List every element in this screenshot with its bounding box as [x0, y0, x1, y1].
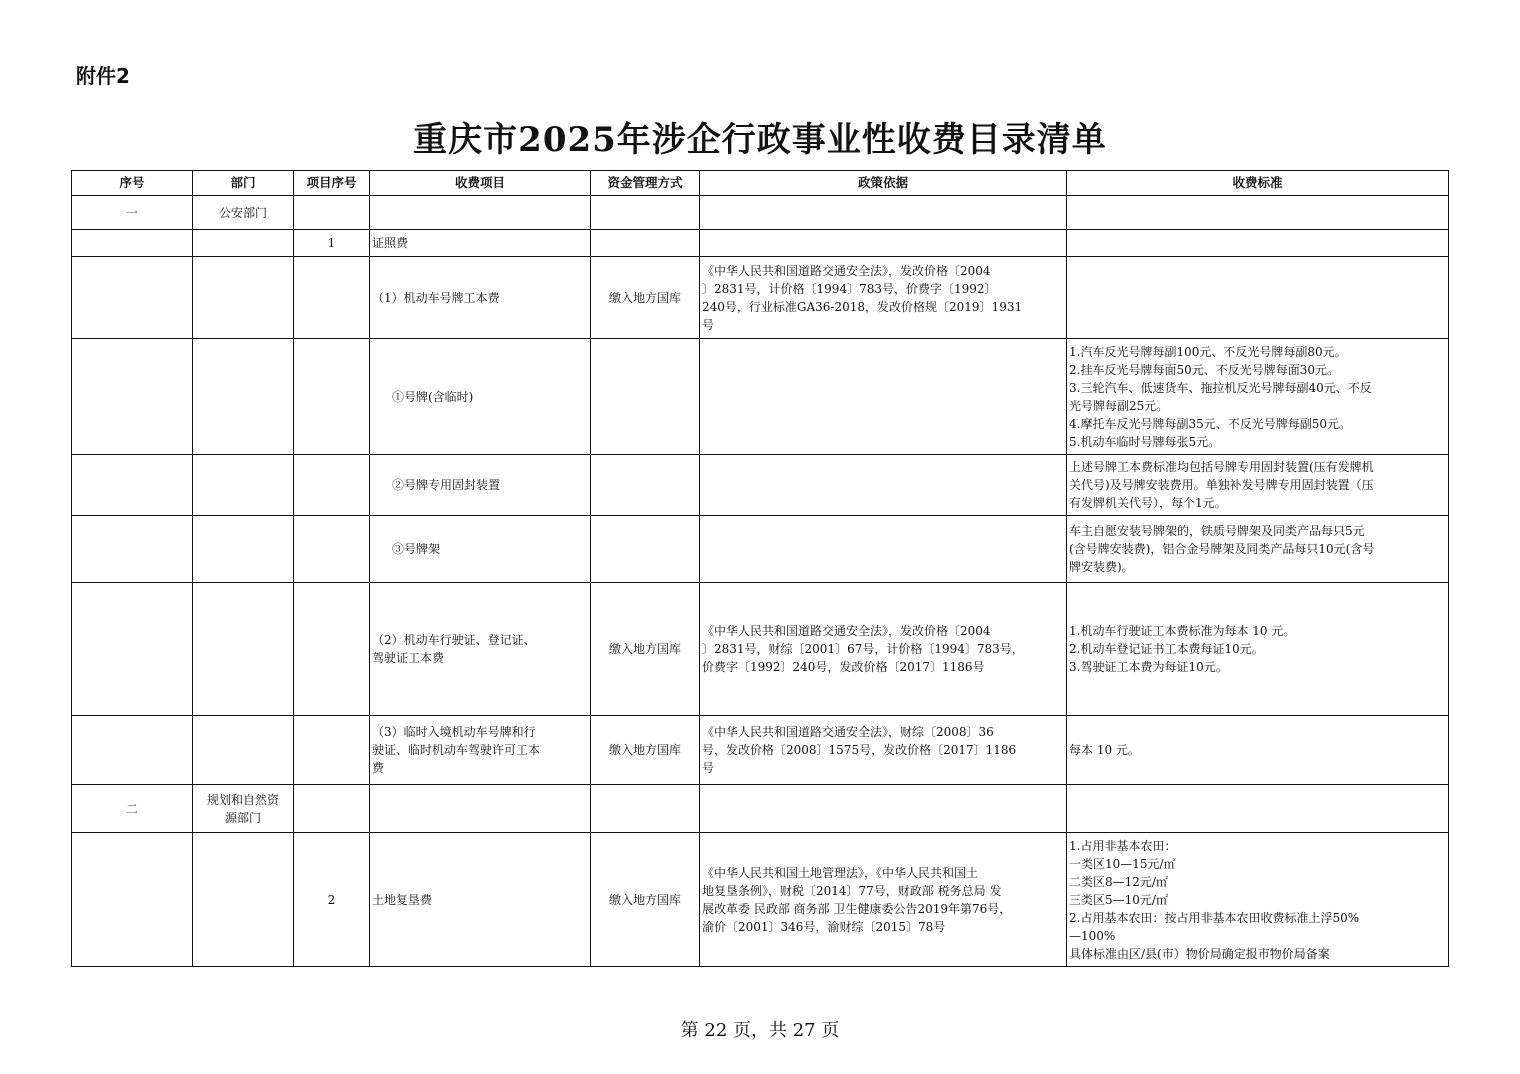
cell-basis [700, 455, 1067, 516]
cell-dept [193, 716, 294, 785]
table-row [72, 716, 1449, 785]
cell-standard: 上述号牌工本费标准均包括号牌专用固封装置(压有发牌机 关代号)及号牌安装费用。单独补发号牌专用固封装置（压 有发牌机关代号），每个1元。 [1067, 455, 1449, 516]
cell-seq [72, 455, 193, 516]
cell-dept [193, 833, 294, 967]
cell-seq [72, 516, 193, 583]
fee-table [71, 170, 1449, 967]
cell-item-no [294, 339, 370, 455]
cell-dept: 公安部门 [193, 196, 294, 230]
cell-standard: 1.机动车行驶证工本费标准为每本 10 元。 2.机动车登记证书工本费每证10元。 3.驾驶证工本费为每证10元。 [1067, 583, 1449, 716]
cell-item-no [294, 583, 370, 716]
cell-seq [72, 339, 193, 455]
cell-basis [700, 230, 1067, 257]
table-row [72, 339, 1449, 455]
cell-fund [591, 785, 700, 833]
cell-basis [700, 339, 1067, 455]
cell-seq [72, 833, 193, 967]
cell-fund [591, 230, 700, 257]
cell-dept [193, 339, 294, 455]
cell-seq: 一 [72, 196, 193, 230]
header-item-no: 项目序号 [294, 171, 370, 196]
cell-basis: 《中华人民共和国道路交通安全法》，发改价格〔2004 〕2831号，财综〔2001〕67号，计价格〔1994〕783号， 价费字〔1992〕240号，发改价格〔2017〕1186号 [700, 583, 1067, 716]
table-row [72, 196, 1449, 230]
header-item: 收费项目 [370, 171, 591, 196]
cell-item: （2）机动车行驶证、登记证、 驾驶证工本费 [370, 583, 591, 716]
cell-fund: 缴入地方国库 [591, 716, 700, 785]
cell-seq [72, 716, 193, 785]
table-row [72, 785, 1449, 833]
cell-item-no [294, 716, 370, 785]
cell-item: （3）临时入境机动车号牌和行 驶证、临时机动车驾驶许可工本 费 [370, 716, 591, 785]
cell-item-no [294, 516, 370, 583]
cell-fund [591, 516, 700, 583]
table-row [72, 516, 1449, 583]
cell-item [370, 785, 591, 833]
page-number: 第 22 页，共 27 页 [680, 1020, 840, 1041]
cell-standard: 车主自愿安装号牌架的，铁质号牌架及同类产品每只5元 (含号牌安装费)，铝合金号牌架及同类产品每只10元(含号 牌安装费)。 [1067, 516, 1449, 583]
table-row [72, 455, 1449, 516]
cell-dept [193, 230, 294, 257]
cell-seq [72, 583, 193, 716]
cell-fund: 缴入地方国库 [591, 833, 700, 967]
cell-item: 证照费 [370, 230, 591, 257]
table-row [72, 583, 1449, 716]
cell-fund: 缴入地方国库 [591, 583, 700, 716]
cell-standard: 1.占用非基本农田： 一类区10—15元/㎡ 二类区8—12元/㎡ 三类区5—10元/㎡ 2.占用基本农田：按占用非基本农田收费标准上浮50% —100% 具体标准由区/县(市）物价局确定报市物价局备案 [1067, 833, 1449, 967]
cell-item-no: 2 [294, 833, 370, 967]
cell-standard [1067, 257, 1449, 339]
header-fund: 资金管理方式 [591, 171, 700, 196]
cell-basis [700, 196, 1067, 230]
cell-dept [193, 257, 294, 339]
cell-basis: 《中华人民共和国道路交通安全法》，财综〔2008〕36 号，发改价格〔2008〕1575号，发改价格〔2017〕1186 号 [700, 716, 1067, 785]
cell-item: ②号牌专用固封装置 [370, 455, 591, 516]
cell-item-no [294, 257, 370, 339]
cell-fund: 缴入地方国库 [591, 257, 700, 339]
cell-standard [1067, 196, 1449, 230]
cell-seq [72, 257, 193, 339]
cell-standard [1067, 230, 1449, 257]
cell-standard [1067, 785, 1449, 833]
cell-basis: 《中华人民共和国道路交通安全法》，发改价格〔2004 〕2831号，计价格〔1994〕783号，价费字〔1992〕 240号，行业标准GA36-2018，发改价格规〔2019〕1931 号 [700, 257, 1067, 339]
table-row [72, 257, 1449, 339]
cell-dept [193, 516, 294, 583]
cell-item: ①号牌(含临时) [370, 339, 591, 455]
cell-item-no [294, 196, 370, 230]
cell-basis [700, 785, 1067, 833]
cell-standard: 1.汽车反光号牌每副100元、不反光号牌每副80元。 2.挂车反光号牌每面50元、不反光号牌每面30元。 3.三轮汽车、低速货车、拖拉机反光号牌每副40元、不反 光号牌每副25元。 4.摩托车反光号牌每副35元、不反光号牌每副50元。 5.机动车临时号牌每张5元。 [1067, 339, 1449, 455]
cell-item-no [294, 455, 370, 516]
cell-basis [700, 516, 1067, 583]
cell-standard: 每本 10 元。 [1067, 716, 1449, 785]
cell-item: ③号牌架 [370, 516, 591, 583]
cell-item-no [294, 785, 370, 833]
cell-dept [193, 583, 294, 716]
table-row [72, 230, 1449, 257]
header-dept: 部门 [193, 171, 294, 196]
table-row [72, 833, 1449, 967]
header-standard: 收费标准 [1067, 171, 1449, 196]
cell-item-no: 1 [294, 230, 370, 257]
cell-dept [193, 455, 294, 516]
cell-fund [591, 339, 700, 455]
cell-item: 土地复垦费 [370, 833, 591, 967]
cell-item [370, 196, 591, 230]
cell-fund [591, 455, 700, 516]
header-basis: 政策依据 [700, 171, 1067, 196]
cell-item: （1）机动车号牌工本费 [370, 257, 591, 339]
cell-seq: 二 [72, 785, 193, 833]
cell-seq [72, 230, 193, 257]
attachment-label: 附件2 [76, 64, 130, 88]
table-header-row [72, 171, 1449, 196]
cell-basis: 《中华人民共和国土地管理法》，《中华人民共和国土 地复垦条例》，财税〔2014〕77号，财政部 税务总局 发 展改革委 民政部 商务部 卫生健康委公告2019年第76号， 渝价〔2001〕346号，渝财综〔2015〕78号 [700, 833, 1067, 967]
page-title: 重庆市2025年涉企行政事业性收费目录清单 [413, 120, 1107, 160]
header-seq: 序号 [72, 171, 193, 196]
cell-fund [591, 196, 700, 230]
cell-dept: 规划和自然资 源部门 [193, 785, 294, 833]
